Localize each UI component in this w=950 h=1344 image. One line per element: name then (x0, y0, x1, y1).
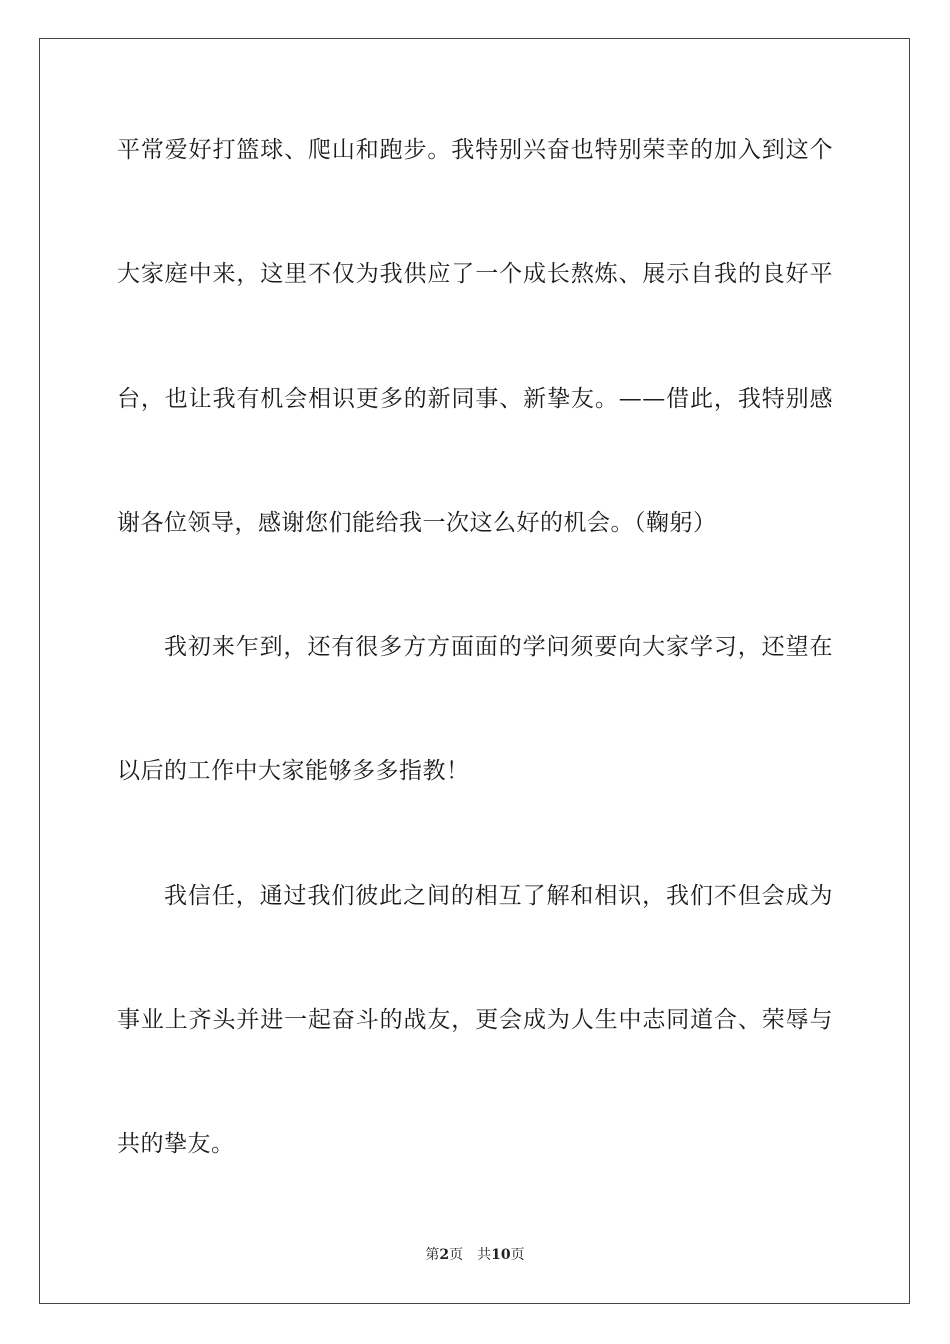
footer-total-prefix: 共 (477, 1247, 492, 1263)
page-frame (39, 38, 910, 1304)
paragraph-1-line-3: 台，也让我有机会相识更多的新同事、新挚友。——借此，我特别感 (117, 386, 833, 412)
footer-page-number: 2 (439, 1247, 450, 1263)
paragraph-3-line-3: 共的挚友。 (117, 1131, 235, 1157)
paragraph-3-line-2: 事业上齐头并进一起奋斗的战友，更会成为人生中志同道合、荣辱与 (117, 1007, 833, 1033)
paragraph-3-line-1: 我信任，通过我们彼此之间的相互了解和相识，我们不但会成为 (164, 883, 833, 909)
footer-page-suffix: 页 (449, 1247, 464, 1263)
paragraph-1-line-1: 平常爱好打篮球、爬山和跑步。我特别兴奋也特别荣幸的加入到这个 (117, 137, 833, 163)
paragraph-2-line-2: 以后的工作中大家能够多多指教！ (117, 758, 470, 784)
footer-total-pages: 10 (491, 1247, 511, 1263)
footer-page-prefix: 第 (425, 1247, 440, 1263)
page-footer (0, 1245, 950, 1265)
paragraph-1-line-2: 大家庭中来，这里不仅为我供应了一个成长熬炼、展示自我的良好平 (117, 261, 833, 287)
footer-total-suffix: 页 (510, 1247, 525, 1263)
paragraph-2-line-1: 我初来乍到，还有很多方方面面的学问须要向大家学习，还望在 (164, 634, 833, 660)
paragraph-1-line-4: 谢各位领导，感谢您们能给我一次这么好的机会。（鞠躬） (117, 510, 717, 536)
